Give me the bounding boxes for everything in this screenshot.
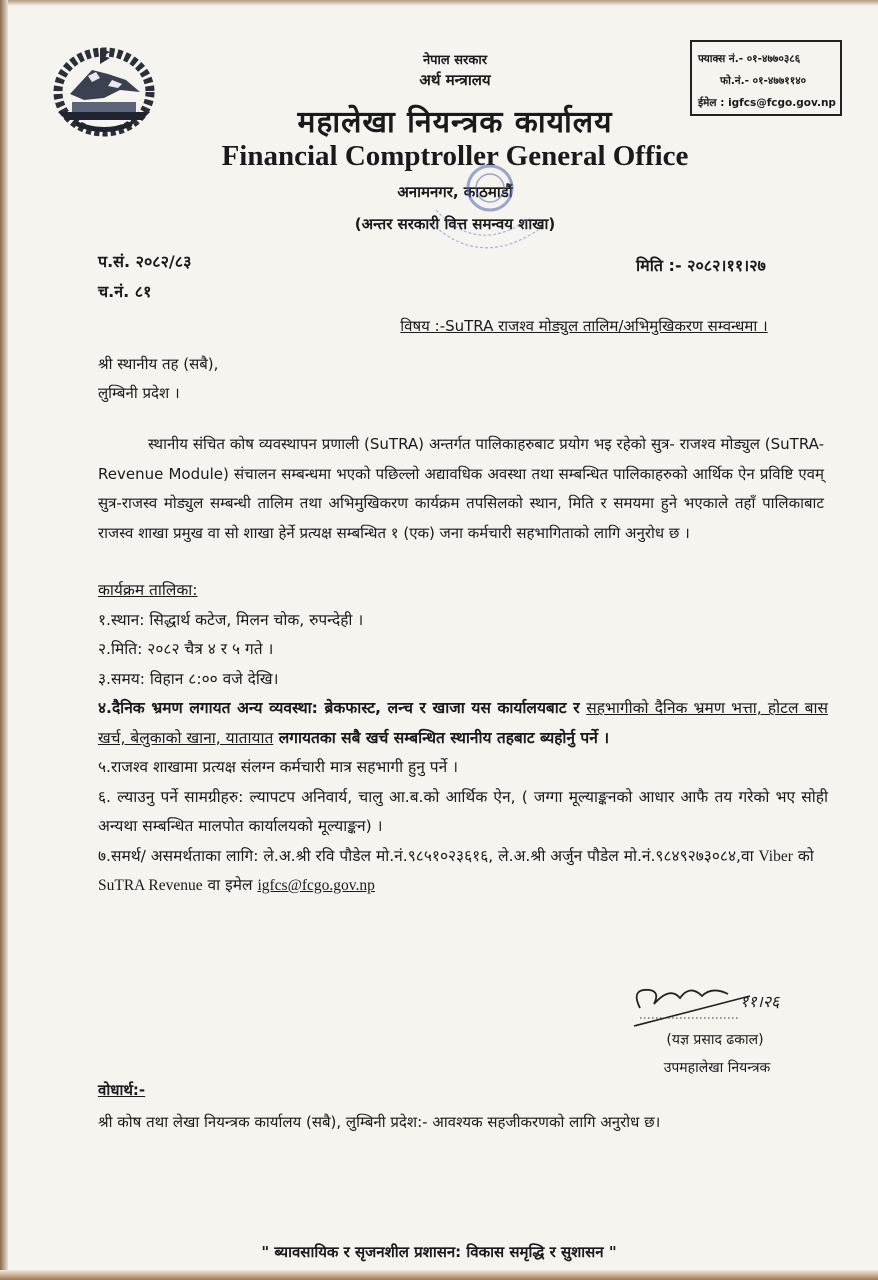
- signer-name: (यज्ञ प्रसाद ढकाल): [666, 1032, 764, 1048]
- schedule-list: [98, 576, 828, 901]
- footer-motto: " ब्यावसायिक र सृजनशील प्रशासन: विकास समृद्धि र सुशासन ": [261, 1243, 617, 1261]
- arrangements-text-1: ४.दैनिक भ्रमण लगायत अन्य व्यवस्था: ब्रेकफास्ट, लन्च र खाजा यस कार्यालयबाट र: [98, 699, 587, 717]
- fax-number: फ्याक्स नं.- ०१-४७७०३८६: [698, 53, 801, 65]
- email-link[interactable]: igfcs@fcgo.gov.np: [257, 877, 375, 894]
- office-seal-stamp-icon: [418, 160, 548, 270]
- schedule-item-contact: [98, 842, 828, 901]
- recipient-line-1: श्री स्थानीय तह (सबै),: [98, 355, 219, 373]
- schedule-heading: कार्यक्रम तालिका:: [98, 581, 198, 599]
- signer-designation: उपमहालेखा नियन्त्रक: [663, 1060, 771, 1076]
- contact-text-2: को: [792, 846, 814, 865]
- letter-date: मिति :- २०८२।११।२७: [636, 256, 766, 275]
- paper-edge-bottom: [0, 1270, 878, 1280]
- letter-reference-number: प.सं. २०८२/८३: [98, 252, 192, 271]
- contact-text-3: वा इमेल: [202, 876, 258, 894]
- cc-heading: वोधार्थ:-: [98, 1081, 146, 1099]
- schedule-item-materials: ६. ल्याउनु पर्ने सामग्रीहरु: ल्यापटप अनिवार्य, चालु आ.ब.को आर्थिक ऐन, ( जग्गा मूल्याङ्कनको आधार आफै तय गरेको भए सोही अन्यथा सम्बन्धित मालपोत कार्यालयको मूल्याङ्कन) ।: [98, 787, 828, 835]
- contact-email: ईमेल : igfcs@fcgo.gov.np: [698, 97, 836, 109]
- paper-edge-top: [0, 0, 878, 6]
- schedule-item-time: ३.समय: विहान ८:०० वजे देखि।: [98, 669, 279, 688]
- office-name-nepali: महालेखा नियन्त्रक कार्यालय: [297, 105, 613, 140]
- schedule-item-participants: ५.राजश्व शाखामा प्रत्यक्ष संलग्न कर्मचारी मात्र सहभागी हुनु पर्ने ।: [98, 758, 458, 776]
- subject-text: विषय :-SuTRA राजश्व मोड्युल तालिम/अभिमुखिकरण सम्वन्धमा ।: [400, 317, 768, 335]
- nepal-emblem-icon: [48, 40, 160, 140]
- office-name-english: Financial Comptroller General Office: [221, 140, 689, 172]
- viber-label: Viber: [758, 847, 793, 865]
- schedule-item-arrangements: [98, 694, 828, 753]
- dispatch-number: च.नं. ८१: [98, 282, 152, 301]
- cc-text: श्री कोष तथा लेखा नियन्त्रक कार्यालय (सबै), लुम्बिनी प्रदेश:- आवश्यक सहजीकरणको लागि अनुरोध छ।: [98, 1113, 661, 1131]
- subject-line: [0, 316, 878, 336]
- recipient-line-2: लुम्बिनी प्रदेश ।: [98, 384, 180, 402]
- body-paragraph: स्थानीय संचित कोष व्यवस्थापन प्रणाली (SuTRA) अन्तर्गत पालिकाहरुबाट प्रयोग भइ रहेको सुत्र- राजश्व मोड्युल (SuTRA-Revenue Module) संचालन सम्बन्धमा भएको पछिल्लो अद्यावधिक अवस्था तथा सम्बन्धित पालिकाहरुको आर्थिक ऐन प्रविष्टि एवम् सुत्र-राजस्व मोड्युल सम्बन्धी तालिम तथा अभिमुखिकरण कार्यक्रम तपसिलको स्थान, मिति र समयमा हुने भएकाले तहाँ पालिकाबाट राजस्व शाखा प्रमुख वा सो शाखा हेर्ने प्रत्यक्ष सम्बन्धित १ (एक) जना कर्मचारी सहभागिताको लागि अनुरोध छ ।: [98, 435, 824, 542]
- ministry-name: अर्थ मन्त्रालय: [419, 71, 491, 89]
- handwritten-signature-icon: [610, 978, 830, 1038]
- paper-edge-left: [0, 0, 8, 1280]
- arrangements-text-2: लगायतका सबै खर्च सम्बन्धित स्थानीय तहबाट ब्यहोर्नु पर्ने ।: [273, 728, 610, 747]
- schedule-item-date: २.मिति: २०८२ चैत्र ४ र ५ गते ।: [98, 640, 274, 658]
- sutra-revenue-label: SuTRA Revenue: [98, 877, 203, 894]
- handwritten-date: ११।२६: [740, 992, 780, 1011]
- office-address: अनामनगर, काठमाडौं: [397, 183, 513, 201]
- phone-number: फो.नं.- ०१-४७७११४०: [720, 75, 807, 87]
- section-name: (अन्तर सरकारी वित्त समन्वय शाखा): [354, 215, 556, 233]
- government-name: नेपाल सरकार: [422, 53, 488, 68]
- contact-box: [690, 40, 842, 116]
- contact-text-1: ७.समर्थ/ असमर्थताका लागि: ले.अ.श्री रवि पौडेल मो.नं.९८५१०२३६१६, ले.अ.श्री अर्जुन पौडेल मो.नं.९८४९२७३०८४,वा: [98, 846, 759, 865]
- schedule-item-venue: १.स्थान: सिद्धार्थ कटेज, मिलन चोक, रुपन्देही ।: [98, 610, 364, 629]
- arrangements-underlined: सहभागीको दैनिक भ्रमण भत्ता, होटल बास खर्च, बेलुकाको खाना, यातायात: [98, 699, 828, 747]
